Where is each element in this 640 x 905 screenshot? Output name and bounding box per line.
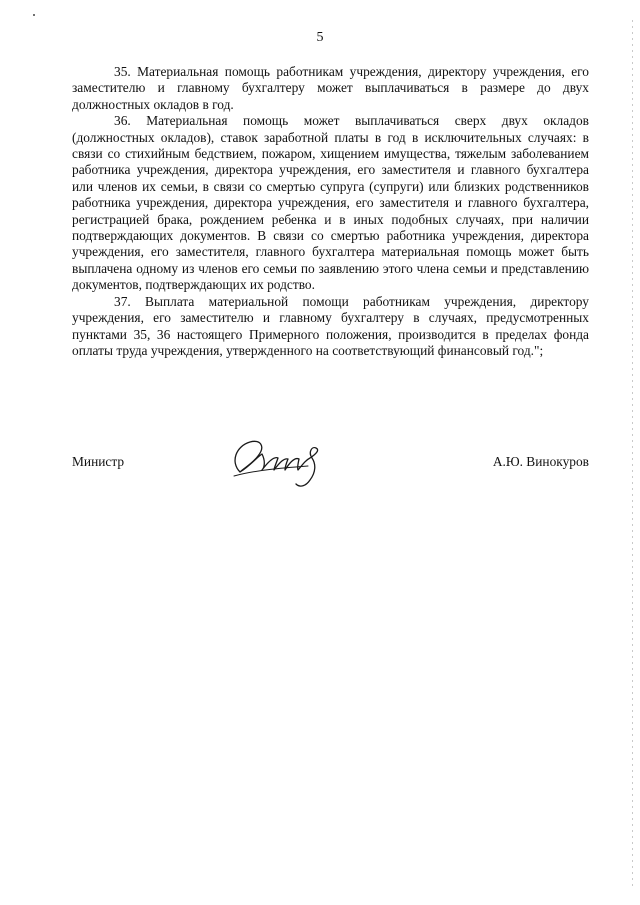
- document-body: [72, 64, 589, 359]
- paragraph-35: 35. Материальная помощь работникам учреждения, директору учреждения, его заместителю и главному бухгалтеру может выплачиваться в размере до двух должностных окладов в год.: [72, 64, 589, 112]
- scan-speck: [33, 14, 35, 16]
- scan-edge-artifact: [632, 20, 633, 890]
- signatory-title: Министр: [72, 454, 125, 469]
- handwritten-signature: [226, 432, 336, 490]
- signatory-name: А.Ю. Винокуров: [492, 454, 589, 469]
- paragraph-37: 37. Выплата материальной помощи работникам учреждения, директору учреждения, его заместителю и главному бухгалтеру в случаях, предусмотренных пунктами 35, 36 настоящего Примерного положения, производится в пределах фонда оплаты труда учреждения, утвержденного на соответствующий финансовый год.";: [72, 293, 589, 358]
- signature-block: [72, 432, 589, 492]
- page-number: 5: [316, 30, 324, 45]
- paragraph-36: 36. Материальная помощь может выплачиваться сверх двух окладов (должностных окладов), ставок заработной платы в год в исключительных случаях: в связи со стихийным бедствием, пожаром, хищением имущества, тяжелым заболеванием работника учреждения, директора учреждения, его заместителя и главного бухгалтера или членов их семьи, в связи со смертью супруга (супруги) или близких родственников работника учреждения, директора учреждения, его заместителя и главного бухгалтера, регистрацией брака, рождением ребенка и в иных подобных случаях, при наличии подтверждающих документов. В связи со смертью работника учреждения, директора учреждения, его заместителя, главного бухгалтера материальная помощь может быть выплачена одному из членов его семьи по заявлению этого члена семьи и представлению документов, подтверждающих их родство.: [72, 113, 589, 293]
